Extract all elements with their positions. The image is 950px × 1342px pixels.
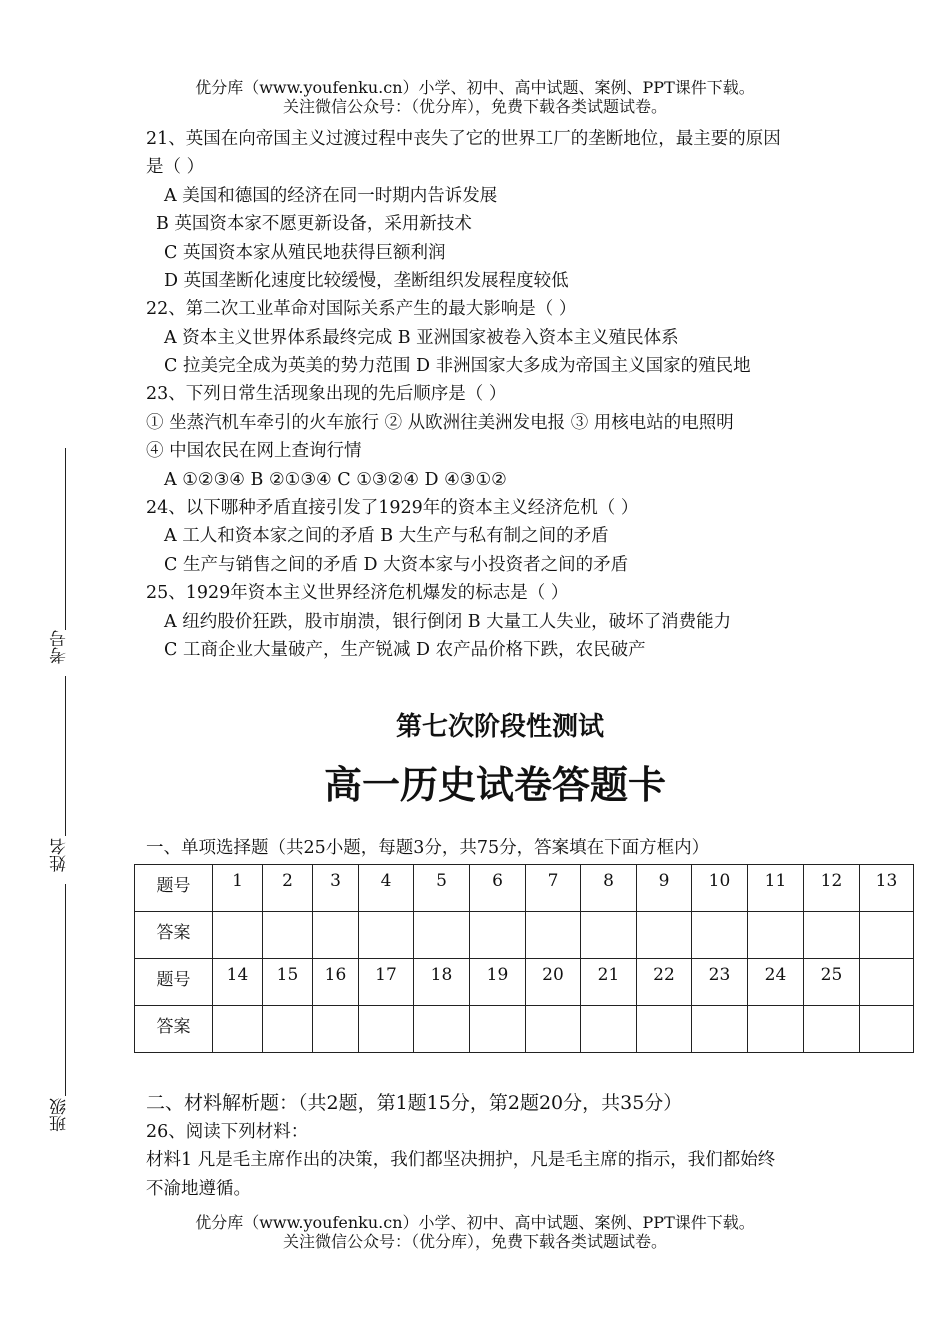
name-label: 姓名	[50, 838, 70, 872]
q21-option-d: D 英国垄断化速度比较缓慢，垄断组织发展程度较低	[164, 271, 569, 291]
class-line	[65, 884, 66, 1096]
question-number-cell: 17	[359, 959, 414, 1006]
q23-stem: 23、下列日常生活现象出现的先后顺序是（ ）	[146, 384, 507, 404]
answer-grid-answer-row-2	[135, 1006, 914, 1053]
answer-cell[interactable]	[359, 1006, 414, 1053]
q21-option-b: B 英国资本家不愿更新设备，采用新技术	[156, 214, 472, 234]
answer-cell[interactable]	[213, 912, 263, 959]
question-number-cell: 9	[637, 865, 692, 912]
material1-line-1: 材料1 凡是毛主席作出的决策，我们都坚决拥护，凡是毛主席的指示，我们都始终	[146, 1150, 776, 1170]
answer-cell[interactable]	[692, 1006, 748, 1053]
q24-options-ab: A 工人和资本家之间的矛盾 B 大生产与私有制之间的矛盾	[164, 526, 609, 546]
q22-stem: 22、第二次工业革命对国际关系产生的最大影响是（ ）	[146, 299, 577, 319]
question-number-cell: 24	[748, 959, 804, 1006]
answer-cell[interactable]	[860, 912, 914, 959]
question-number-cell: 2	[263, 865, 313, 912]
row-label-number: 题号	[135, 865, 213, 912]
answer-cell[interactable]	[263, 912, 313, 959]
q22-options-cd: C 拉美完全成为英美的势力范围 D 非洲国家大多成为帝国主义国家的殖民地	[164, 356, 751, 376]
question-number-cell: 22	[637, 959, 692, 1006]
question-number-cell: 10	[692, 865, 748, 912]
answer-cell[interactable]	[526, 1006, 581, 1053]
question-number-cell: 16	[313, 959, 359, 1006]
section2-heading: 二、材料解析题：（共2题，第1题15分，第2题20分，共35分）	[146, 1092, 683, 1114]
answer-cell[interactable]	[581, 912, 637, 959]
row-label-number: 题号	[135, 959, 213, 1006]
answer-cell[interactable]	[692, 912, 748, 959]
header-line-1: 优分库（www.youfenku.cn）小学、初中、高中试题、案例、PPT课件下载。	[195, 78, 755, 97]
q22-options-ab: A 资本主义世界体系最终完成 B 亚洲国家被卷入资本主义殖民体系	[164, 328, 679, 348]
question-number-cell: 8	[581, 865, 637, 912]
answer-cell[interactable]	[359, 912, 414, 959]
question-number-cell	[860, 959, 914, 1006]
q24-stem: 24、以下哪种矛盾直接引发了1929年的资本主义经济危机（ ）	[146, 498, 639, 518]
test-title: 第七次阶段性测试	[395, 712, 604, 742]
q23-items-1: ① 坐蒸汽机车牵引的火车旅行 ② 从欧洲往美洲发电报 ③ 用核电站的电照明	[146, 413, 734, 433]
material1-line-2: 不渝地遵循。	[146, 1179, 251, 1199]
answer-cell[interactable]	[637, 912, 692, 959]
answer-cell[interactable]	[804, 912, 860, 959]
answer-cell[interactable]	[637, 1006, 692, 1053]
answer-card-title: 高一历史试卷答题卡	[323, 763, 666, 807]
answer-grid-number-row-1	[135, 865, 914, 912]
q25-options-cd: C 工商企业大量破产，生产锐减 D 农产品价格下跌，农民破产	[164, 640, 646, 660]
question-number-cell: 5	[414, 865, 470, 912]
exam-no-label: 考号	[50, 630, 70, 664]
question-number-cell: 7	[526, 865, 581, 912]
answer-grid-answer-row-1	[135, 912, 914, 959]
exam-no-line-top	[65, 448, 66, 630]
q23-items-2: ④ 中国农民在网上查询行情	[146, 441, 362, 461]
answer-grid	[134, 864, 914, 1053]
row-label-answer: 答案	[135, 1006, 213, 1053]
answer-cell[interactable]	[470, 912, 526, 959]
answer-cell[interactable]	[213, 1006, 263, 1053]
q21-option-a: A 美国和德国的经济在同一时期内告诉发展	[164, 186, 498, 206]
question-number-cell: 6	[470, 865, 526, 912]
answer-cell[interactable]	[526, 912, 581, 959]
q26-stem: 26、阅读下列材料：	[146, 1122, 309, 1142]
answer-cell[interactable]	[581, 1006, 637, 1053]
answer-cell[interactable]	[804, 1006, 860, 1053]
question-number-cell: 12	[804, 865, 860, 912]
question-number-cell: 14	[213, 959, 263, 1006]
answer-grid-number-row-2	[135, 959, 914, 1006]
question-number-cell: 19	[470, 959, 526, 1006]
answer-cell[interactable]	[414, 1006, 470, 1053]
section1-heading: 一、单项选择题（共25小题，每题3分，共75分，答案填在下面方框内）	[146, 838, 710, 858]
q23-options: A ①②③④ B ②①③④ C ①③②④ D ④③①②	[164, 470, 507, 490]
question-number-cell: 25	[804, 959, 860, 1006]
answer-cell[interactable]	[748, 1006, 804, 1053]
question-number-cell: 15	[263, 959, 313, 1006]
question-number-cell: 18	[414, 959, 470, 1006]
q25-options-ab: A 纽约股价狂跌，股市崩溃，银行倒闭 B 大量工人失业，破坏了消费能力	[164, 612, 732, 632]
answer-cell[interactable]	[414, 912, 470, 959]
q25-stem: 25、1929年资本主义世界经济危机爆发的标志是（ ）	[146, 583, 569, 603]
answer-cell[interactable]	[470, 1006, 526, 1053]
question-number-cell: 11	[748, 865, 804, 912]
q24-options-cd: C 生产与销售之间的矛盾 D 大资本家与小投资者之间的矛盾	[164, 555, 629, 575]
row-label-answer: 答案	[135, 912, 213, 959]
answer-cell[interactable]	[313, 1006, 359, 1053]
answer-cell[interactable]	[263, 1006, 313, 1053]
question-number-cell: 1	[213, 865, 263, 912]
q21-stem-cont: 是（ ）	[146, 157, 205, 177]
q21-stem: 21、英国在向帝国主义过渡过程中丧失了它的世界工厂的垄断地位，最主要的原因	[146, 129, 781, 149]
footer-line-1: 优分库（www.youfenku.cn）小学、初中、高中试题、案例、PPT课件下载。	[195, 1213, 755, 1232]
answer-cell[interactable]	[860, 1006, 914, 1053]
header-line-2: 关注微信公众号：（优分库），免费下载各类试题试卷。	[282, 97, 667, 116]
question-number-cell: 13	[860, 865, 914, 912]
question-number-cell: 4	[359, 865, 414, 912]
answer-cell[interactable]	[748, 912, 804, 959]
question-number-cell: 20	[526, 959, 581, 1006]
footer-line-2: 关注微信公众号：（优分库），免费下载各类试题试卷。	[282, 1232, 667, 1251]
question-number-cell: 21	[581, 959, 637, 1006]
question-number-cell: 3	[313, 865, 359, 912]
question-number-cell: 23	[692, 959, 748, 1006]
q21-option-c: C 英国资本家从殖民地获得巨额利润	[164, 243, 446, 263]
class-label: 班级	[50, 1098, 70, 1132]
answer-cell[interactable]	[313, 912, 359, 959]
